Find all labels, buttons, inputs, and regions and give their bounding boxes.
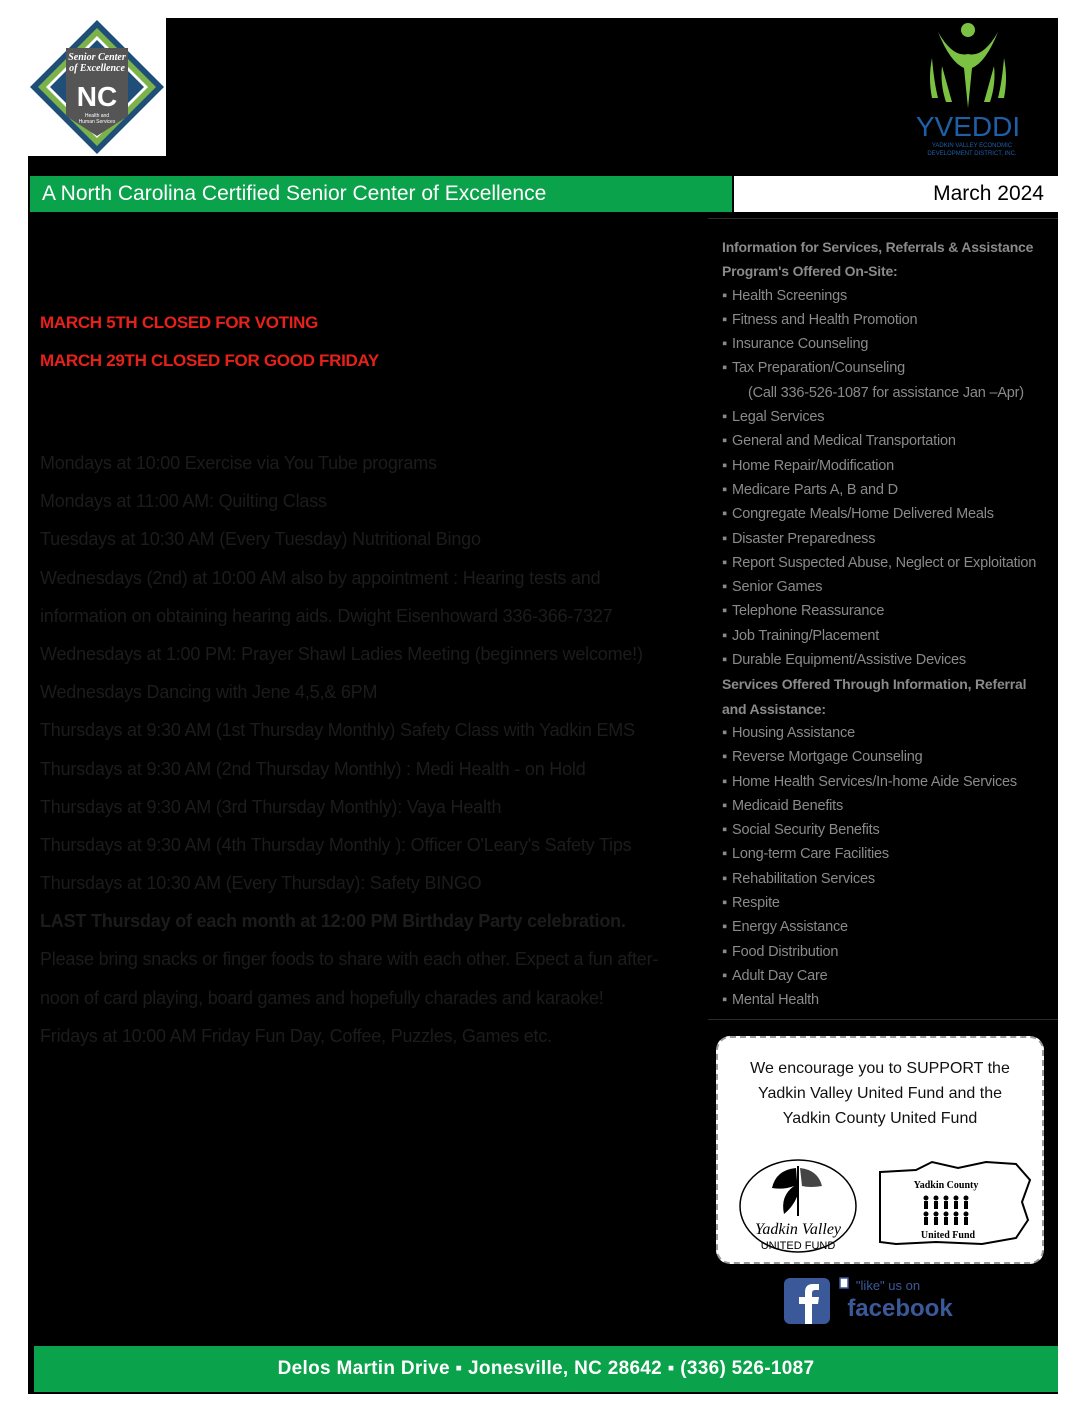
schedule-line: noon of card playing, board games and hopefully charades and karaoke! (40, 987, 604, 1008)
bullet-icon: ▪ (722, 336, 727, 353)
united-fund-box (716, 1036, 1044, 1264)
service-item: ▪ Legal Services (722, 405, 1058, 429)
bullet-icon: ▪ (722, 579, 727, 596)
bullet-icon: ▪ (722, 652, 727, 669)
newsletter-page (28, 18, 1058, 1394)
bullet-icon: ▪ (722, 530, 727, 547)
banner-date: March 2024 (734, 176, 1058, 212)
bullet-icon: ▪ (722, 895, 727, 912)
schedule-line: Tuesdays at 10:30 AM (Every Tuesday) Nutritional Bingo (40, 529, 481, 550)
bullet-icon: ▪ (722, 992, 727, 1009)
schedule-line: Thursdays at 9:30 AM (2nd Thursday Monthly) : Medi Health - on Hold (40, 758, 586, 779)
yv-caps: UNITED FUND (760, 1240, 836, 1252)
united-fund-line: We encourage you to SUPPORT the (750, 1060, 1010, 1077)
services-sidebar (708, 218, 1058, 1013)
service-item: ▪ Fitness and Health Promotion (722, 308, 1058, 332)
bullet-icon: ▪ (722, 287, 727, 304)
closure-notice: MARCH 5TH CLOSED FOR VOTING (40, 313, 319, 332)
schedule-line: Wednesdays (2nd) at 10:00 AM also by appointment : Hearing tests and (40, 567, 601, 588)
sidebar-heading: Services Offered Through Information, Referral (722, 676, 1027, 693)
service-item: ▪ Respite (722, 891, 1058, 915)
service-item: ▪ Health Screenings (722, 284, 1058, 308)
service-item: ▪ Medicare Parts A, B and D (722, 478, 1058, 502)
logo-bottom-line2: Human Services (78, 119, 116, 125)
schedule-line: information on obtaining hearing aids. Dwight Eisenhoward 336-366-7327 (40, 605, 613, 626)
yveddi-wordmark: YVEDDI (915, 111, 1021, 142)
yc-top: Yadkin County (913, 1180, 979, 1191)
service-item: ▪ Housing Assistance (722, 721, 1058, 745)
bullet-icon: ▪ (722, 360, 727, 377)
banner-title: A North Carolina Certified Senior Center of Excellence (30, 176, 732, 212)
bullet-icon: ▪ (722, 846, 727, 863)
butterfly-icon (736, 1156, 860, 1256)
footer-address: Delos Martin Drive ▪ Jonesville, NC 28642 ▪ (336) 526-1087 (34, 1346, 1058, 1392)
united-fund-line: Yadkin County United Fund (782, 1110, 978, 1127)
logo-nc-text: NC (76, 81, 118, 112)
bullet-icon: ▪ (722, 749, 727, 766)
fb-like-text: "like" us on (855, 1278, 921, 1293)
service-item: ▪ Mental Health (722, 988, 1058, 1012)
bullet-icon: ▪ (722, 457, 727, 474)
united-fund-message (718, 1056, 1042, 1131)
yv-script: Yadkin Valley (754, 1221, 842, 1238)
service-item: ▪ Social Security Benefits (722, 818, 1058, 842)
bullet-icon: ▪ (722, 773, 727, 790)
bullet-icon: ▪ (722, 506, 727, 523)
bullet-icon: ▪ (722, 433, 727, 450)
service-item: ▪ Job Training/Placement (722, 624, 1058, 648)
yveddi-logo (908, 18, 1058, 158)
bullet-icon: ▪ (722, 919, 727, 936)
united-fund-line: Yadkin Valley United Fund and the (757, 1085, 1002, 1102)
tax-note: (Call 336-526-1087 for assistance Jan –Apr) (748, 384, 1024, 401)
bullet-icon: ▪ (722, 627, 727, 644)
county-outline-icon (876, 1158, 1034, 1250)
facebook-like-badge[interactable] (784, 1274, 964, 1338)
senior-center-badge-icon (28, 18, 166, 156)
schedule-line: Fridays at 10:00 AM Friday Fun Day, Coffee, Puzzles, Games etc. (40, 1025, 552, 1046)
facebook-icon (784, 1274, 964, 1338)
service-item: ▪ Rehabilitation Services (722, 867, 1058, 891)
schedule-line: Mondays at 10:00 Exercise via You Tube programs (40, 453, 437, 473)
logo-bottom-line1: Health and (84, 113, 110, 119)
logo-title-line1: Senior Center (68, 52, 126, 63)
bullet-icon: ▪ (722, 603, 727, 620)
bullet-icon: ▪ (722, 724, 727, 741)
bullet-icon: ▪ (722, 943, 727, 960)
yveddi-subtitle-2: DEVELOPMENT DISTRICT, INC. (927, 151, 1017, 157)
service-item: ▪ Congregate Meals/Home Delivered Meals (722, 502, 1058, 526)
schedule-line: Thursdays at 10:30 AM (Every Thursday): Safety BINGO (40, 873, 482, 894)
service-item: ▪ Tax Preparation/Counseling (722, 356, 1058, 380)
service-item: ▪ General and Medical Transportation (722, 429, 1058, 453)
sidebar-divider (708, 1019, 1058, 1020)
bullet-icon: ▪ (722, 870, 727, 887)
bullet-icon: ▪ (722, 554, 727, 571)
sidebar-heading: and Assistance: (722, 700, 826, 717)
yadkin-county-united-fund-logo (876, 1158, 1034, 1250)
service-item: ▪ Energy Assistance (722, 915, 1058, 939)
sidebar-heading: Program's Offered On-Site: (722, 263, 898, 280)
schedule-line: Thursdays at 9:30 AM (3rd Thursday Monthly): Vaya Health (40, 796, 502, 817)
yc-bottom: United Fund (920, 1230, 976, 1241)
service-item: ▪ Home Health Services/In-home Aide Services (722, 770, 1058, 794)
schedule-line: Thursdays at 9:30 AM (4th Thursday Monthly ): Officer O'Leary's Safety Tips (40, 834, 632, 855)
logo-title-line2: of Excellence (69, 63, 125, 74)
yadkin-valley-united-fund-logo (736, 1156, 860, 1256)
yveddi-people-icon (908, 18, 1058, 158)
service-item: ▪ Report Suspected Abuse, Neglect or Exploitation (722, 551, 1058, 575)
closure-notice: MARCH 29TH CLOSED FOR GOOD FRIDAY (40, 351, 379, 370)
main-content (40, 308, 700, 1055)
bullet-icon: ▪ (722, 822, 727, 839)
senior-center-logo (28, 18, 166, 156)
schedule-line: Wednesdays Dancing with Jene 4,5,& 6PM (40, 682, 378, 703)
bullet-icon: ▪ (722, 797, 727, 814)
birthday-party-line: LAST Thursday of each month at 12:00 PM Birthday Party celebration. (40, 911, 626, 932)
weekly-schedule (40, 444, 700, 1055)
schedule-line: Thursdays at 9:30 AM (1st Thursday Monthly) Safety Class with Yadkin EMS (40, 720, 635, 741)
schedule-line: Wednesdays at 1:00 PM: Prayer Shawl Ladies Meeting (beginners welcome!) (40, 643, 643, 664)
service-item: ▪ Home Repair/Modification (722, 454, 1058, 478)
service-item: ▪ Senior Games (722, 575, 1058, 599)
service-item: ▪ Telephone Reassurance (722, 599, 1058, 623)
bullet-icon: ▪ (722, 967, 727, 984)
fb-wordmark: facebook (847, 1295, 953, 1322)
bullet-icon: ▪ (722, 311, 727, 328)
schedule-line: Mondays at 11:00 AM: Quilting Class (40, 491, 327, 512)
service-item: ▪ Medicaid Benefits (722, 794, 1058, 818)
sidebar-heading: Information for Services, Referrals & Assistance (722, 239, 1034, 255)
bullet-icon: ▪ (722, 481, 727, 498)
bullet-icon: ▪ (722, 409, 727, 426)
schedule-line: Please bring snacks or finger foods to share with each other. Expect a fun after- (40, 949, 659, 970)
service-item: ▪ Disaster Preparedness (722, 527, 1058, 551)
service-item: ▪ Food Distribution (722, 940, 1058, 964)
service-item: ▪ Long-term Care Facilities (722, 842, 1058, 866)
service-item: ▪ Adult Day Care (722, 964, 1058, 988)
service-item: ▪ Reverse Mortgage Counseling (722, 745, 1058, 769)
yveddi-subtitle-1: YADKIN VALLEY ECONOMIC (931, 143, 1013, 149)
service-item: ▪ Durable Equipment/Assistive Devices (722, 648, 1058, 672)
service-item: ▪ Insurance Counseling (722, 332, 1058, 356)
